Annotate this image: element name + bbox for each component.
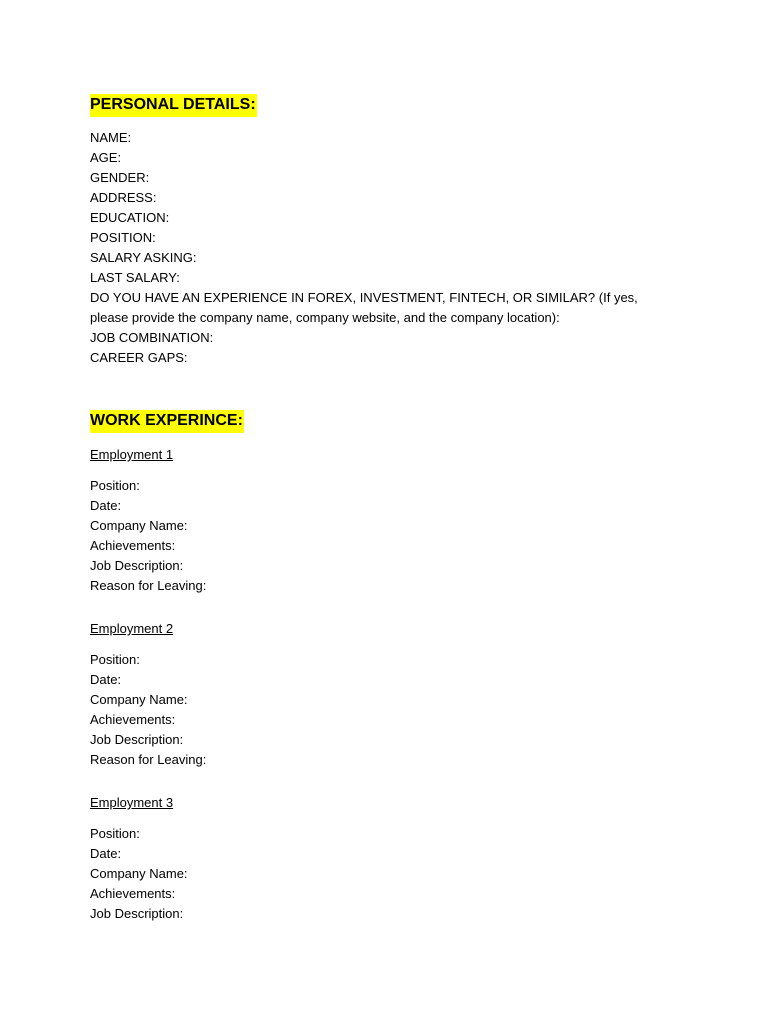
employment-2-reason-leaving-label: Reason for Leaving: [90, 752, 207, 767]
personal-details-fields [90, 128, 690, 368]
employment-2-title: Employment 2 [90, 621, 174, 636]
field-gender-label: GENDER: [90, 170, 150, 185]
field-experience-question: DO YOU HAVE AN EXPERIENCE IN FOREX, INVESTMENT, FINTECH, OR SIMILAR? (If yes, please provide the company name, company website, and the company location): [90, 290, 638, 325]
field-address-label: ADDRESS: [90, 190, 157, 205]
employment-1-company-label: Company Name: [90, 518, 188, 533]
employment-1-date-label: Date: [90, 498, 122, 513]
work-experience-heading: WORK EXPERINCE: [90, 410, 244, 433]
field-salary-asking-label: SALARY ASKING: [90, 250, 197, 265]
field-age-label: AGE: [90, 150, 122, 165]
field-position-label: POSITION: [90, 230, 156, 245]
employment-1-reason-leaving-label: Reason for Leaving: [90, 578, 207, 593]
field-name-label: NAME: [90, 130, 132, 145]
field-last-salary-label: LAST SALARY: [90, 270, 180, 285]
employment-2-company-label: Company Name: [90, 692, 188, 707]
employment-1-position-label: Position: [90, 478, 140, 493]
employment-2-job-description-label: Job Description: [90, 732, 184, 747]
employment-2-fields [90, 650, 690, 770]
employment-1-achievements-label: Achievements: [90, 538, 176, 553]
employment-3-company-label: Company Name: [90, 866, 188, 881]
employment-2-position-label: Position: [90, 652, 140, 667]
employment-3-achievements-label: Achievements: [90, 886, 176, 901]
employment-1-job-description-label: Job Description: [90, 558, 184, 573]
employment-2-achievements-label: Achievements: [90, 712, 176, 727]
employment-1-title: Employment 1 [90, 447, 174, 462]
employment-3-date-label: Date: [90, 846, 122, 861]
employment-3-job-description-label: Job Description: [90, 906, 184, 921]
personal-details-heading: PERSONAL DETAILS: [90, 94, 257, 117]
employment-3-position-label: Position: [90, 826, 140, 841]
employment-2-date-label: Date: [90, 672, 122, 687]
employment-3-fields [90, 824, 690, 924]
employment-1-fields [90, 476, 690, 596]
field-education-label: EDUCATION: [90, 210, 170, 225]
field-job-combination-label: JOB COMBINATION: [90, 330, 214, 345]
field-career-gaps-label: CAREER GAPS: [90, 350, 188, 365]
employment-3-title: Employment 3 [90, 795, 174, 810]
